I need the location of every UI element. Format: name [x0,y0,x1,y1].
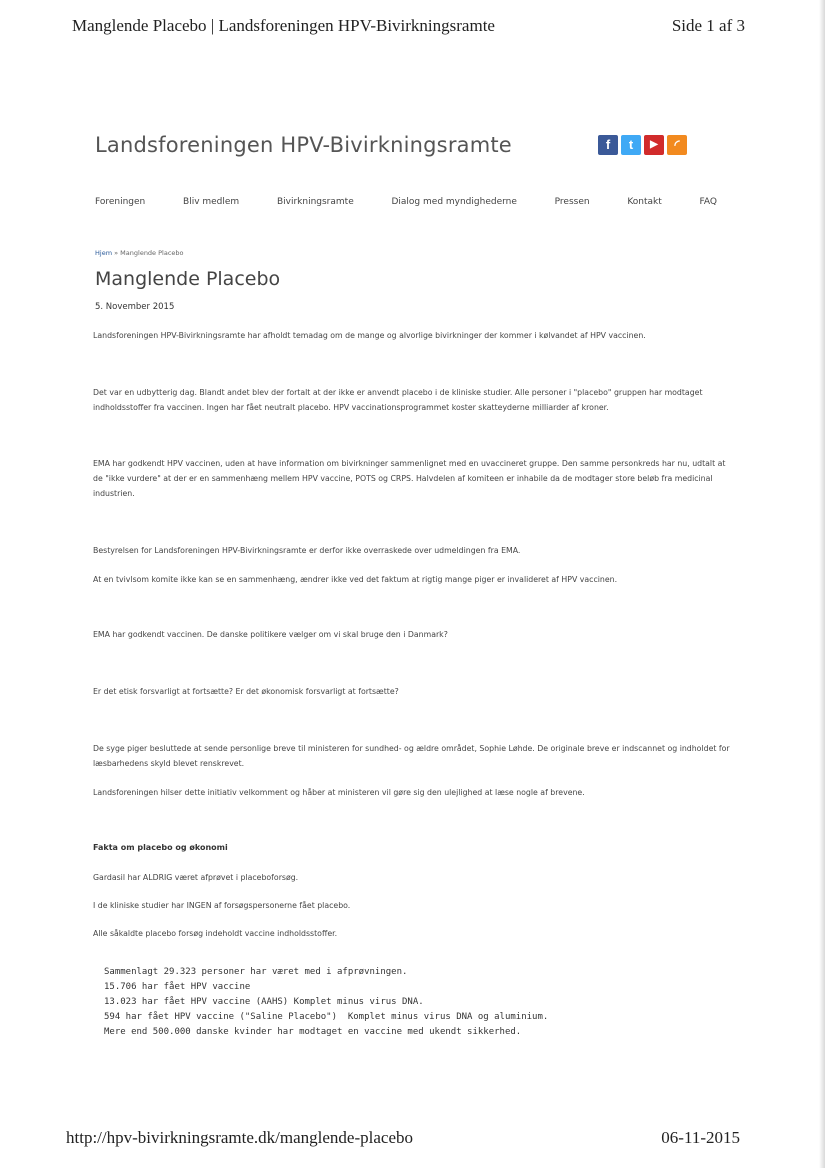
paragraph: Er det etisk forsvarligt at fortsætte? Er det økonomisk forsvarligt at fortsætte? [93,687,399,696]
nav-item-foreningen[interactable]: Foreningen [95,197,146,207]
breadcrumb-current: Manglende Placebo [120,249,184,257]
facebook-icon[interactable]: f [598,135,618,155]
paragraph: Landsforeningen HPV-Bivirkningsramte har afholdt temadag om de mange og alvorlige bivirkninger der kommer i kølvandet af HPV vaccinen. [93,331,646,340]
breadcrumb-separator: » [114,249,119,257]
fact-item: Gardasil har ALDRIG været afprøvet i placeboforsøg. [93,873,299,882]
paragraph: Det var en udbytterig dag. Blandt andet blev der fortalt at der ikke er anvendt placebo i de kliniske studier. Alle personer i "placebo" gruppen har modtaget indholdsstoffer fra vaccinen. Ingen har fået neutralt placebo. HPV vaccinationsprogrammet koster skatteyderne milliarder af kroner. [93,388,703,412]
paragraph: EMA har godkendt vaccinen. De danske politikere vælger om vi skal bruge den i Danmark? [93,630,448,639]
paragraph: At en tvivlsom komite ikke kan se en sammenhæng, ændrer ikke ved det faktum at rigtig mange piger er invalideret af HPV vaccinen. [93,575,618,584]
fact-item: Alle såkaldte placebo forsøg indeholdt vaccine indholdsstoffer. [93,929,338,938]
stat-line: 13.023 har fået HPV vaccine (AAHS) Komplet minus virus DNA. [104,997,424,1007]
paragraph: Landsforeningen hilser dette initiativ velkomment og håber at ministeren vil gøre sig den ulejlighed at læse nogle af brevene. [93,788,585,797]
print-page-number: Side 1 af 3 [671,16,745,35]
nav-item-faq[interactable]: FAQ [699,197,717,207]
paragraph: Bestyrelsen for Landsforeningen HPV-Bivirkningsramte er derfor ikke overraskede over udmeldingen fra EMA. [93,546,521,555]
nav-item-kontakt[interactable]: Kontakt [627,197,662,207]
breadcrumb-home[interactable]: Hjem [95,249,113,257]
print-header-title: Manglende Placebo | Landsforeningen HPV-Bivirkningsramte [72,16,495,35]
stat-line: Mere end 500.000 danske kvinder har modtaget en vaccine med ukendt sikkerhed. [104,1027,522,1037]
rss-icon[interactable]: ◜ [667,135,687,155]
post-date: 5. November 2015 [95,302,175,312]
facts-heading: Fakta om placebo og økonomi [93,843,228,852]
page-title: Manglende Placebo [95,268,281,290]
nav-item-bivirkningsramte[interactable]: Bivirkningsramte [276,197,354,207]
nav-item-dialog[interactable]: Dialog med myndighederne [391,197,517,207]
youtube-icon[interactable]: ▶ [644,135,664,155]
twitter-icon[interactable]: t [621,135,641,155]
print-footer-url: http://hpv-bivirkningsramte.dk/manglende-placebo [66,1128,413,1147]
stat-line: 15.706 har fået HPV vaccine [104,982,251,992]
main-nav [95,197,717,207]
nav-item-pressen[interactable]: Pressen [554,197,590,207]
social-icons [598,135,687,155]
site-title[interactable]: Landsforeningen HPV-Bivirkningsramte [95,133,512,157]
stat-line: Sammenlagt 29.323 personer har været med i afprøvningen. [104,967,408,977]
scan-edge-shadow [819,0,825,1168]
breadcrumb [95,249,184,257]
stat-line: 594 har fået HPV vaccine ("Saline Placebo") Komplet minus virus DNA og aluminium. [104,1012,549,1022]
fact-item: I de kliniske studier har INGEN af forsøgspersonerne fået placebo. [93,901,351,910]
print-footer-date: 06-11-2015 [661,1128,740,1147]
paragraph: EMA har godkendt HPV vaccinen, uden at have information om bivirkninger sammenlignet med en uvaccineret gruppe. Den samme personkreds har nu, udtalt at de "ikke vurdere" at der er en sammenhæng mellem HPV vaccine, POTS og CRPS. Halvdelen af komiteen er inhabile da de modtager store beløb fra medicinal industrien. [93,459,726,498]
nav-item-bliv-medlem[interactable]: Bliv medlem [183,197,240,207]
paragraph: De syge piger besluttede at sende personlige breve til ministeren for sundhed- og ældre området, Sophie Løhde. De originale breve er indscannet og indholdet for læsbarhedens skyld blevet renskrevet. [93,744,730,768]
